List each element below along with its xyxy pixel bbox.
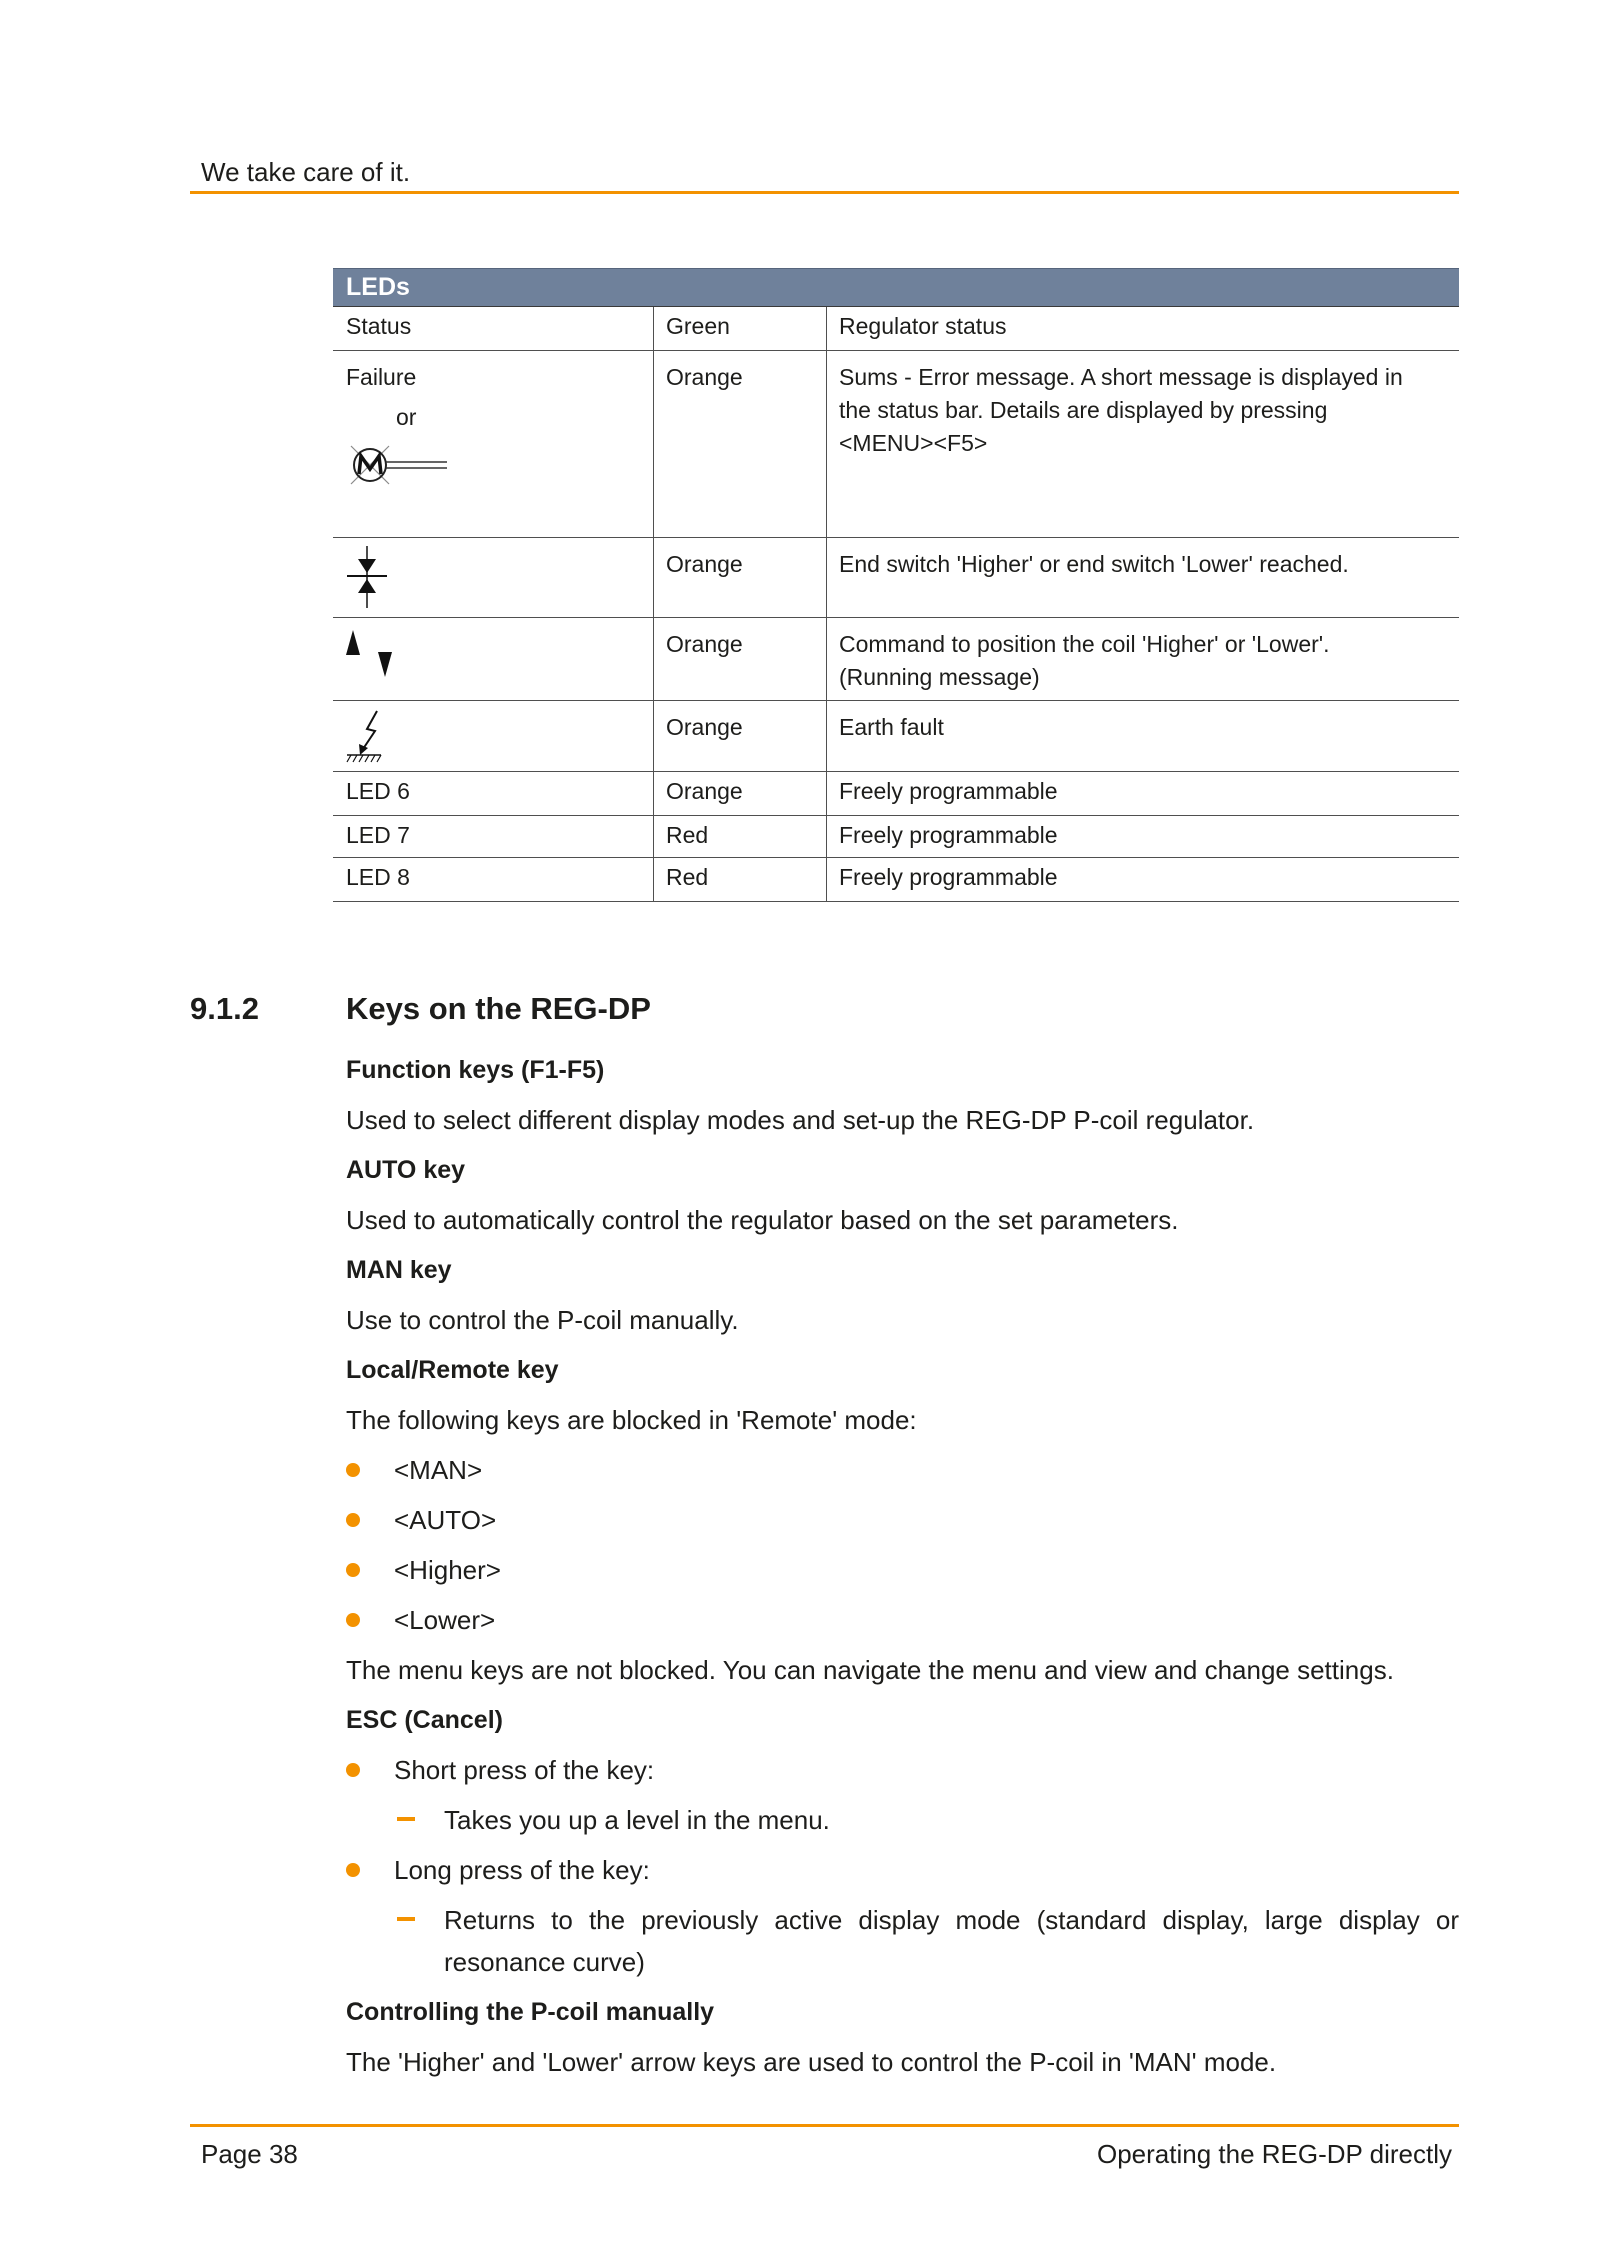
local-remote-key-note: The menu keys are not blocked. You can navigate the menu and view and change settings.	[346, 1655, 1394, 1685]
led-description-cell	[826, 618, 1459, 700]
end-switch-icon	[345, 546, 389, 608]
led-label-cell	[333, 701, 653, 771]
led-color: Orange	[666, 631, 743, 657]
leds-table	[333, 268, 1459, 902]
list-item	[346, 1499, 1459, 1541]
man-key-text: Use to control the P-coil manually.	[346, 1305, 739, 1335]
manual-control-text: The 'Higher' and 'Lower' arrow keys are used to control the P-coil in 'MAN' mode.	[346, 2047, 1277, 2077]
led-color-cell	[653, 618, 826, 700]
blocked-key-label: <Higher>	[394, 1555, 501, 1585]
auto-key-heading: AUTO key	[346, 1156, 466, 1184]
led-color-cell	[653, 538, 826, 617]
list-item	[346, 1449, 1459, 1491]
led-description-cell	[826, 701, 1459, 771]
manual-control-heading: Controlling the P-coil manually	[346, 1998, 715, 2026]
sub-list-item	[346, 1899, 1459, 1983]
led-description-line: <MENU><F5>	[839, 430, 988, 456]
led-row-led7	[333, 816, 1459, 858]
chapter-title: Operating the REG-DP directly	[1097, 2139, 1452, 2169]
led-description-line: End switch 'Higher' or end switch 'Lower' reached.	[839, 551, 1349, 577]
led-color-cell	[653, 701, 826, 771]
dash-icon	[397, 1917, 415, 1921]
led-color: Red	[666, 822, 709, 848]
led-description-cell	[826, 858, 1459, 901]
led-color: Green	[666, 313, 730, 339]
page-number: Page 38	[201, 2139, 298, 2169]
led-color-cell	[653, 772, 826, 815]
esc-item-text: Short press of the key:	[394, 1755, 655, 1785]
led-description-cell	[826, 351, 1459, 537]
led-label: Failure	[346, 364, 417, 390]
local-remote-key-text: The following keys are blocked in 'Remote' mode:	[346, 1405, 917, 1435]
section-title: Keys on the REG-DP	[346, 991, 651, 1026]
led-label-cell	[333, 351, 653, 537]
list-item	[346, 1599, 1459, 1641]
man-key-heading: MAN key	[346, 1256, 452, 1284]
function-keys-text: Used to select different display modes and set-up the REG-DP P-coil regulator.	[346, 1105, 1255, 1135]
bullet-icon	[346, 1863, 360, 1877]
led-description-cell	[826, 772, 1459, 815]
led-label: LED 6	[346, 778, 410, 804]
auto-key-text: Used to automatically control the regulator based on the set parameters.	[346, 1205, 1179, 1235]
esc-key-heading: ESC (Cancel)	[346, 1706, 503, 1734]
led-color-cell	[653, 858, 826, 901]
led-label-cell	[333, 307, 653, 350]
led-description-line: (Running message)	[839, 664, 1040, 690]
led-color: Orange	[666, 364, 743, 390]
led-color-cell	[653, 307, 826, 350]
footer-rule	[190, 2124, 1459, 2127]
header-rule	[190, 191, 1459, 194]
esc-item-subtext: Takes you up a level in the menu.	[444, 1805, 830, 1835]
led-color-cell	[653, 351, 826, 537]
bullet-icon	[346, 1563, 360, 1577]
leds-table-title: LEDs	[333, 268, 1459, 307]
blocked-key-label: <MAN>	[394, 1455, 483, 1485]
led-color: Orange	[666, 551, 743, 577]
led-description-line: Regulator status	[839, 313, 1007, 339]
bullet-icon	[346, 1763, 360, 1777]
led-description-line: Freely programmable	[839, 822, 1058, 848]
led-description-line: Earth fault	[839, 714, 944, 740]
higher-lower-arrows-icon	[343, 628, 397, 682]
led-description-line: the status bar. Details are displayed by pressing	[839, 397, 1328, 423]
blocked-key-label: <Lower>	[394, 1605, 496, 1635]
led-description-line: Command to position the coil 'Higher' or 'Lower'.	[839, 631, 1330, 657]
led-row-status	[333, 307, 1459, 351]
led-row-earth-fault	[333, 701, 1459, 772]
led-label-cell	[333, 538, 653, 617]
blocked-key-label: <AUTO>	[394, 1505, 497, 1535]
bullet-icon	[346, 1613, 360, 1627]
led-row-led8	[333, 858, 1459, 902]
led-color: Orange	[666, 778, 743, 804]
bullet-icon	[346, 1513, 360, 1527]
dash-icon	[397, 1817, 415, 1821]
led-row-led6	[333, 772, 1459, 816]
led-color-cell	[653, 816, 826, 857]
list-item	[346, 1749, 1459, 1791]
bullet-icon	[346, 1463, 360, 1477]
sub-list-item	[346, 1799, 1459, 1841]
led-color: Red	[666, 864, 709, 890]
header-tagline: We take care of it.	[201, 157, 411, 187]
led-label-alternative: or	[396, 404, 417, 430]
local-remote-key-heading: Local/Remote key	[346, 1356, 559, 1384]
led-label: LED 7	[346, 822, 410, 848]
section-number: 9.1.2	[190, 991, 259, 1026]
function-keys-heading: Function keys (F1-F5)	[346, 1056, 605, 1084]
led-label: Status	[346, 313, 412, 339]
led-description-cell	[826, 538, 1459, 617]
motor-crossed-icon	[347, 443, 451, 487]
led-description-line: Sums - Error message. A short message is displayed in	[839, 364, 1403, 390]
section-content	[346, 1049, 1459, 2091]
led-label-cell	[333, 858, 653, 901]
esc-item-text: Long press of the key:	[394, 1855, 650, 1885]
list-item	[346, 1849, 1459, 1891]
esc-item-subtext: Returns to the previously active display mode (standard display, large display or resonance curve)	[444, 1905, 1459, 1977]
list-item	[346, 1549, 1459, 1591]
led-description-cell	[826, 307, 1459, 350]
led-label: LED 8	[346, 864, 410, 890]
led-row-end-switch	[333, 538, 1459, 618]
led-label-cell	[333, 618, 653, 700]
led-row-command	[333, 618, 1459, 701]
led-description-cell	[826, 816, 1459, 857]
led-row-failure	[333, 351, 1459, 538]
led-label-cell	[333, 816, 653, 857]
earth-fault-icon	[343, 709, 387, 765]
led-description-line: Freely programmable	[839, 778, 1058, 804]
led-description-line: Freely programmable	[839, 864, 1058, 890]
led-color: Orange	[666, 714, 743, 740]
led-label-cell	[333, 772, 653, 815]
